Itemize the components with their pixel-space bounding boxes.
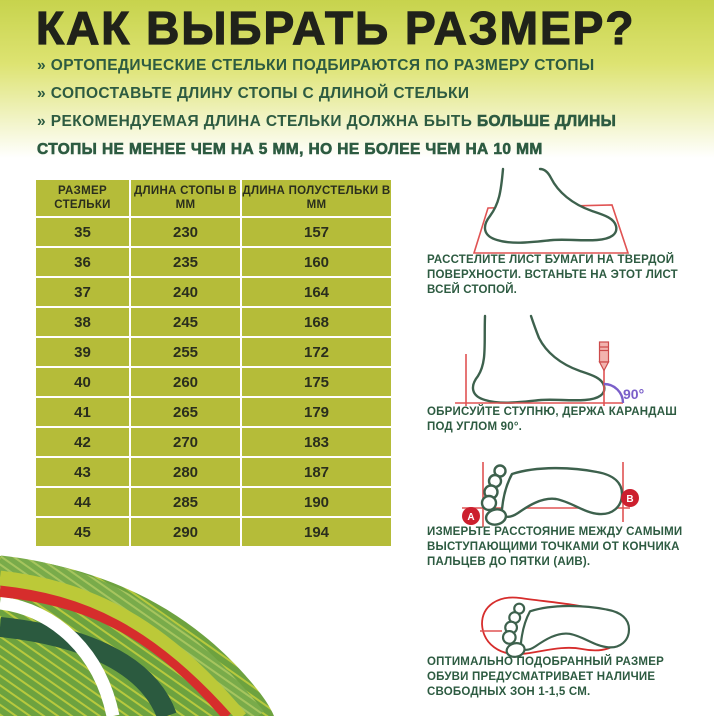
table-cell: 35 [36, 216, 129, 246]
table-cell: 175 [240, 366, 391, 396]
bullet-marker: » [37, 85, 47, 102]
bullet-list [37, 52, 659, 164]
table-row [36, 246, 391, 276]
trace-foot-pencil-illustration [447, 300, 662, 412]
table-cell: 36 [36, 246, 129, 276]
table-cell: 37 [36, 276, 129, 306]
column-header-foot-length: ДЛИНА СТОПЫ В ММ [129, 180, 240, 216]
table-row [36, 276, 391, 306]
table-cell: 235 [129, 246, 240, 276]
table-cell: 172 [240, 336, 391, 366]
table-cell: 40 [36, 366, 129, 396]
bullet-bold-part: БОЛЬШЕ ДЛИНЫ СТОПЫ НЕ МЕНЕЕ ЧЕМ НА 5 ММ, НО НЕ БОЛЕЕ ЧЕМ НА 10 ММ [37, 113, 617, 158]
table-cell: 255 [129, 336, 240, 366]
column-header-size: РАЗМЕР СТЕЛЬКИ [54, 185, 111, 211]
bullet-item-3: » РЕКОМЕНДУЕМАЯ ДЛИНА СТЕЛЬКИ ДОЛЖНА БЫТЬ БОЛЬШЕ ДЛИНЫ СТОПЫ НЕ МЕНЕЕ ЧЕМ НА 5 ММ, НО НЕ БОЛЕЕ ЧЕМ НА 10 ММ [37, 113, 617, 158]
table-cell: 45 [36, 516, 129, 546]
step-4-text: ОПТИМАЛЬНО ПОДОБРАННЫЙ РАЗМЕР ОБУВИ ПРЕДУСМАТРИВАЕТ НАЛИЧИЕ СВОБОДНЫХ ЗОН 1-1,5 СМ. [427, 656, 664, 698]
table-cell: 42 [36, 426, 129, 456]
bullet-item-2: » СОПОСТАВЬТЕ ДЛИНУ СТОПЫ С ДЛИНОЙ СТЕЛЬКИ [37, 85, 470, 102]
table-row [36, 366, 391, 396]
table-cell: 183 [240, 426, 391, 456]
step-2-text: ОБРИСУЙТЕ СТУПНЮ, ДЕРЖА КАРАНДАШ ПОД УГЛОМ 90°. [427, 406, 677, 433]
table-cell: 39 [36, 336, 129, 366]
table-row [36, 336, 391, 366]
table-cell: 290 [129, 516, 240, 546]
bullet-marker: » [37, 113, 47, 130]
footprint-shape [482, 466, 622, 527]
step-1-text: РАССТЕЛИТЕ ЛИСТ БУМАГИ НА ТВЕРДОЙ ПОВЕРХНОСТИ. ВСТАНЬТЕ НА ЭТОТ ЛИСТ ВСЕЙ СТОПОЙ. [427, 254, 678, 296]
footprint-shape [503, 604, 629, 659]
table-row [36, 306, 391, 336]
table-header-row [36, 180, 391, 216]
table-row [36, 486, 391, 516]
table-cell: 245 [129, 306, 240, 336]
point-b-badge [621, 489, 639, 507]
point-a-badge [462, 507, 480, 525]
step-3-text: ИЗМЕРЬТЕ РАССТОЯНИЕ МЕЖДУ САМЫМИ ВЫСТУПАЮЩИМИ ТОЧКАМИ ОТ КОНЧИКА ПАЛЬЦЕВ ДО ПЯТКИ (АИВ). [427, 526, 683, 568]
pencil-icon [600, 342, 609, 371]
table-cell: 280 [129, 456, 240, 486]
measure-footprint-illustration [452, 447, 652, 532]
footprint-in-insole-illustration [460, 582, 640, 662]
table-cell: 41 [36, 396, 129, 426]
table-cell: 160 [240, 246, 391, 276]
table-cell: 43 [36, 456, 129, 486]
table-cell: 285 [129, 486, 240, 516]
table-cell: 190 [240, 486, 391, 516]
table-cell: 260 [129, 366, 240, 396]
table-cell: 187 [240, 456, 391, 486]
table-row [36, 456, 391, 486]
table-cell: 265 [129, 396, 240, 426]
table-cell: 230 [129, 216, 240, 246]
table-cell: 164 [240, 276, 391, 306]
table-cell: 44 [36, 486, 129, 516]
table-cell: 270 [129, 426, 240, 456]
point-b-label: В [626, 494, 634, 505]
foot-profile-shape [473, 316, 604, 403]
table-row [36, 426, 391, 456]
table-cell: 240 [129, 276, 240, 306]
table-cell: 38 [36, 306, 129, 336]
bullet-item-1: » ОРТОПЕДИЧЕСКИЕ СТЕЛЬКИ ПОДБИРАЮТСЯ ПО РАЗМЕРУ СТОПЫ [37, 57, 595, 74]
bullet-marker: » [37, 57, 47, 74]
angle-label: 90° [623, 386, 645, 402]
size-table [36, 180, 391, 546]
angle-arc [604, 384, 623, 403]
page-title: КАК ВЫБРАТЬ РАЗМЕР? [36, 2, 636, 54]
table-cell: 179 [240, 396, 391, 426]
column-header-half-insole-length: ДЛИНА ПОЛУСТЕЛЬКИ В ММ [240, 180, 391, 216]
foot-on-paper-illustration [455, 166, 655, 258]
decorative-swoosh [0, 540, 440, 716]
point-a-label: А [467, 512, 475, 523]
table-cell: 194 [240, 516, 391, 546]
table-row [36, 216, 391, 246]
table-row [36, 396, 391, 426]
table-cell: 157 [240, 216, 391, 246]
table-cell: 168 [240, 306, 391, 336]
